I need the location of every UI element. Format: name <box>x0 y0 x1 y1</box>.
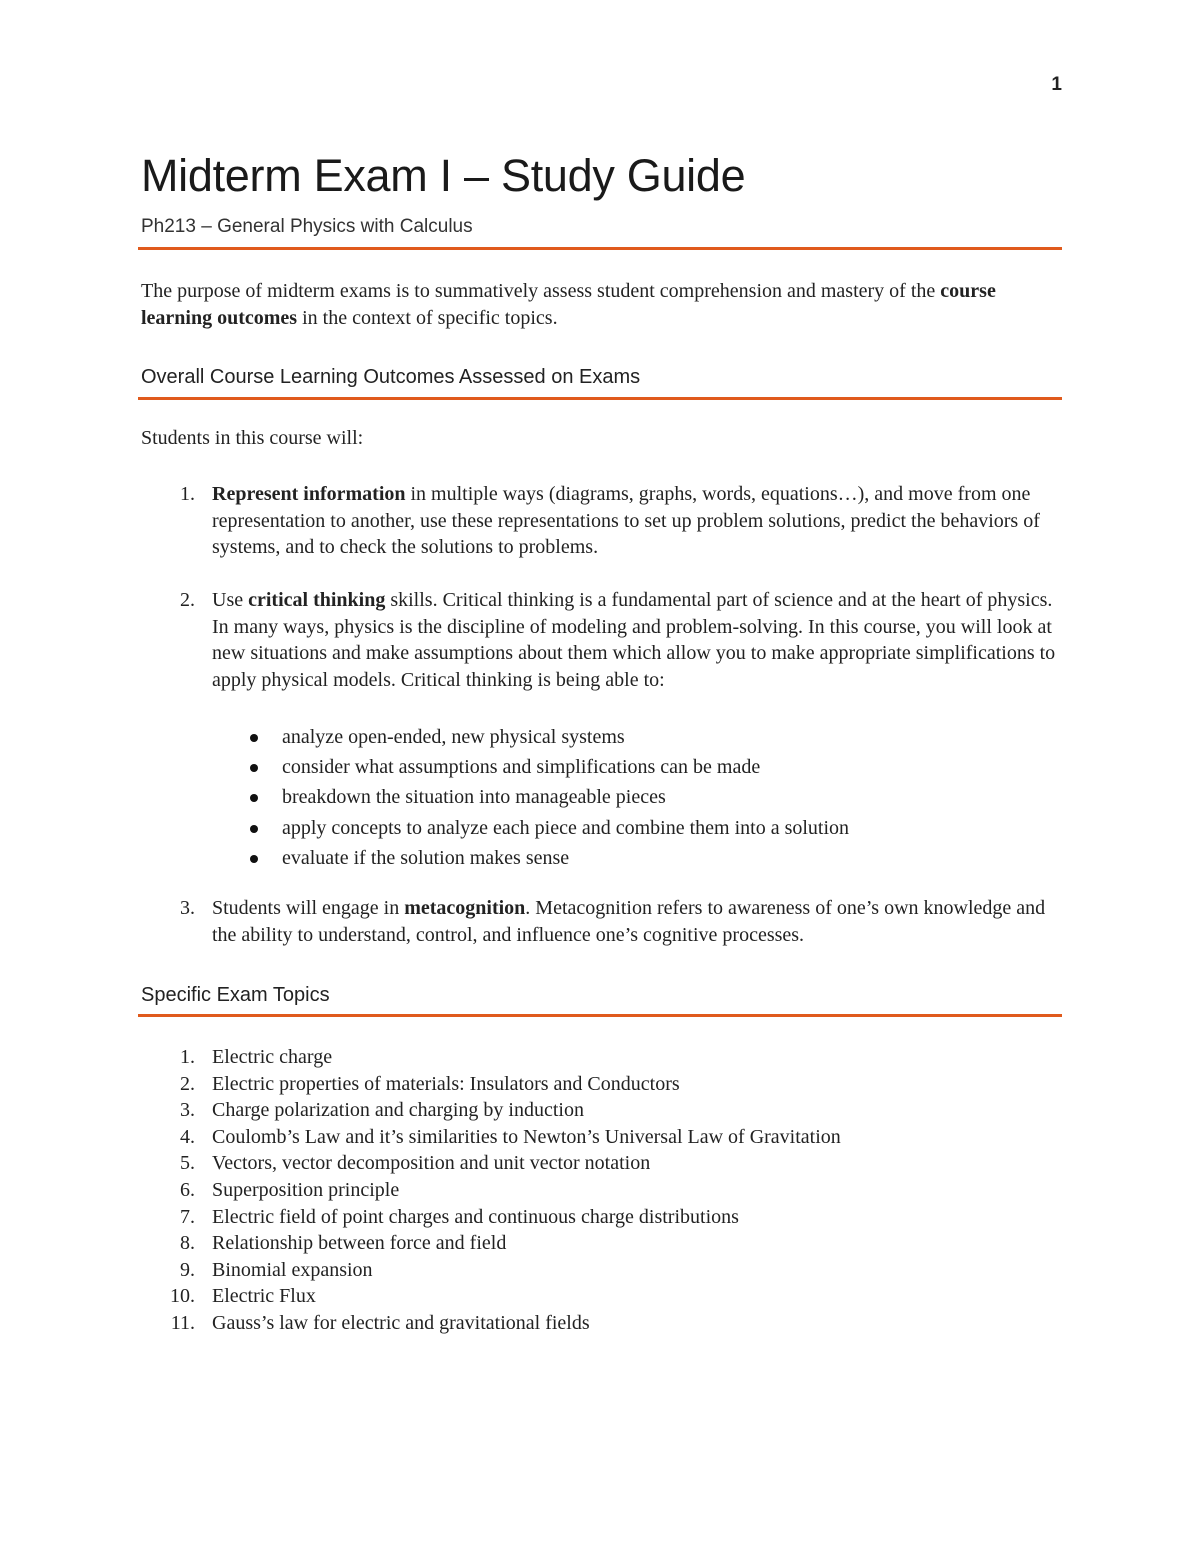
bullet-item <box>212 813 849 843</box>
bullet-text: evaluate if the solution makes sense <box>282 846 570 869</box>
intro-text-end: in the context of specific topics. <box>297 307 558 329</box>
outcome-number: 1. <box>180 483 195 505</box>
topic-text: Electric Flux <box>212 1285 316 1308</box>
bullet-dot-icon <box>250 734 258 742</box>
bullet-dot-icon <box>250 794 258 802</box>
topic-number: 4. <box>180 1125 195 1148</box>
outcome-pre: Use <box>212 589 249 611</box>
topic-text: Charge polarization and charging by induction <box>212 1099 584 1122</box>
bullet-dot-icon <box>250 825 258 833</box>
bullet-text: analyze open-ended, new physical systems <box>282 726 625 748</box>
outcomes-rule <box>138 397 1062 400</box>
topic-number: 11. <box>170 1311 195 1334</box>
topic-number: 3. <box>180 1099 195 1122</box>
critical-thinking-bullets <box>212 722 849 873</box>
topic-text: Coulomb’s Law and it’s similarities to Newton’s Universal Law of Gravitation <box>212 1125 841 1148</box>
topic-text: Superposition principle <box>212 1178 400 1201</box>
document-title: Midterm Exam I – Study Guide <box>141 150 746 201</box>
bullet-text: breakdown the situation into manageable pieces <box>282 786 666 809</box>
outcome-bold: metacognition <box>404 897 526 919</box>
outcome-bold: Represent information <box>212 483 406 505</box>
document-subtitle: Ph213 – General Physics with Calculus <box>141 216 473 237</box>
bullet-item <box>212 782 849 812</box>
topic-number: 5. <box>180 1152 195 1175</box>
outcome-number: 2. <box>180 589 195 611</box>
outcomes-heading: Overall Course Learning Outcomes Assessed on Exams <box>141 366 641 388</box>
outcome-text: . Metacognition refers to awareness of one’s own knowledge and the ability to understand, control, and influence one’s cognitive processes. <box>212 897 1046 946</box>
bullet-dot-icon <box>250 764 258 772</box>
outcome-number: 3. <box>180 897 195 919</box>
topic-number: 10. <box>170 1285 195 1308</box>
intro-text: The purpose of midterm exams is to summatively assess student comprehension and mastery of the <box>141 280 941 302</box>
topic-number: 6. <box>180 1178 195 1201</box>
intro-bold-text: course learning outcomes <box>141 280 996 329</box>
topics-rule <box>138 1014 1062 1017</box>
topic-text: Electric field of point charges and continuous charge distributions <box>212 1205 739 1228</box>
topic-number: 1. <box>180 1046 195 1068</box>
outcome-pre: Students will engage in <box>212 897 405 919</box>
outcome-bold: critical thinking <box>248 589 386 611</box>
topic-text: Relationship between force and field <box>212 1232 507 1255</box>
topic-number: 8. <box>180 1232 195 1255</box>
topic-text: Electric properties of materials: Insulators and Conductors <box>212 1072 680 1095</box>
topic-number: 7. <box>180 1205 195 1228</box>
page-number: 1 <box>1051 74 1062 95</box>
bullet-text: consider what assumptions and simplifications can be made <box>282 756 761 779</box>
topic-text: Vectors, vector decomposition and unit vector notation <box>212 1152 651 1175</box>
outcome-text: skills. Critical thinking is a fundamental part of science and at the heart of physics. In many ways, physics is the discipline of modeling and problem-solving. In this course, you will look at new situations and make assumptions about them which allow you to make appropriate simplifications to apply physical models. Critical thinking is being able to: <box>212 589 1056 691</box>
bullet-item <box>212 722 849 752</box>
title-rule <box>138 247 1062 250</box>
bullet-item <box>212 843 849 873</box>
topic-text: Binomial expansion <box>212 1258 373 1281</box>
topic-text: Electric charge <box>212 1046 333 1068</box>
intro-paragraph <box>141 278 1061 332</box>
topic-text: Gauss’s law for electric and gravitational fields <box>212 1311 590 1334</box>
bullet-text: apply concepts to analyze each piece and combine them into a solution <box>282 816 850 839</box>
outcome-text: in multiple ways (diagrams, graphs, words, equations…), and move from one representation to another, use these representations to set up problem solutions, predict the behaviors of systems, and to check the solutions to problems. <box>212 483 1040 558</box>
outcomes-lead: Students in this course will: <box>141 427 364 449</box>
topic-number: 9. <box>180 1258 195 1281</box>
bullet-item <box>212 752 849 782</box>
bullet-dot-icon <box>250 855 258 863</box>
topic-number: 2. <box>180 1072 195 1095</box>
topics-heading: Specific Exam Topics <box>141 984 330 1006</box>
